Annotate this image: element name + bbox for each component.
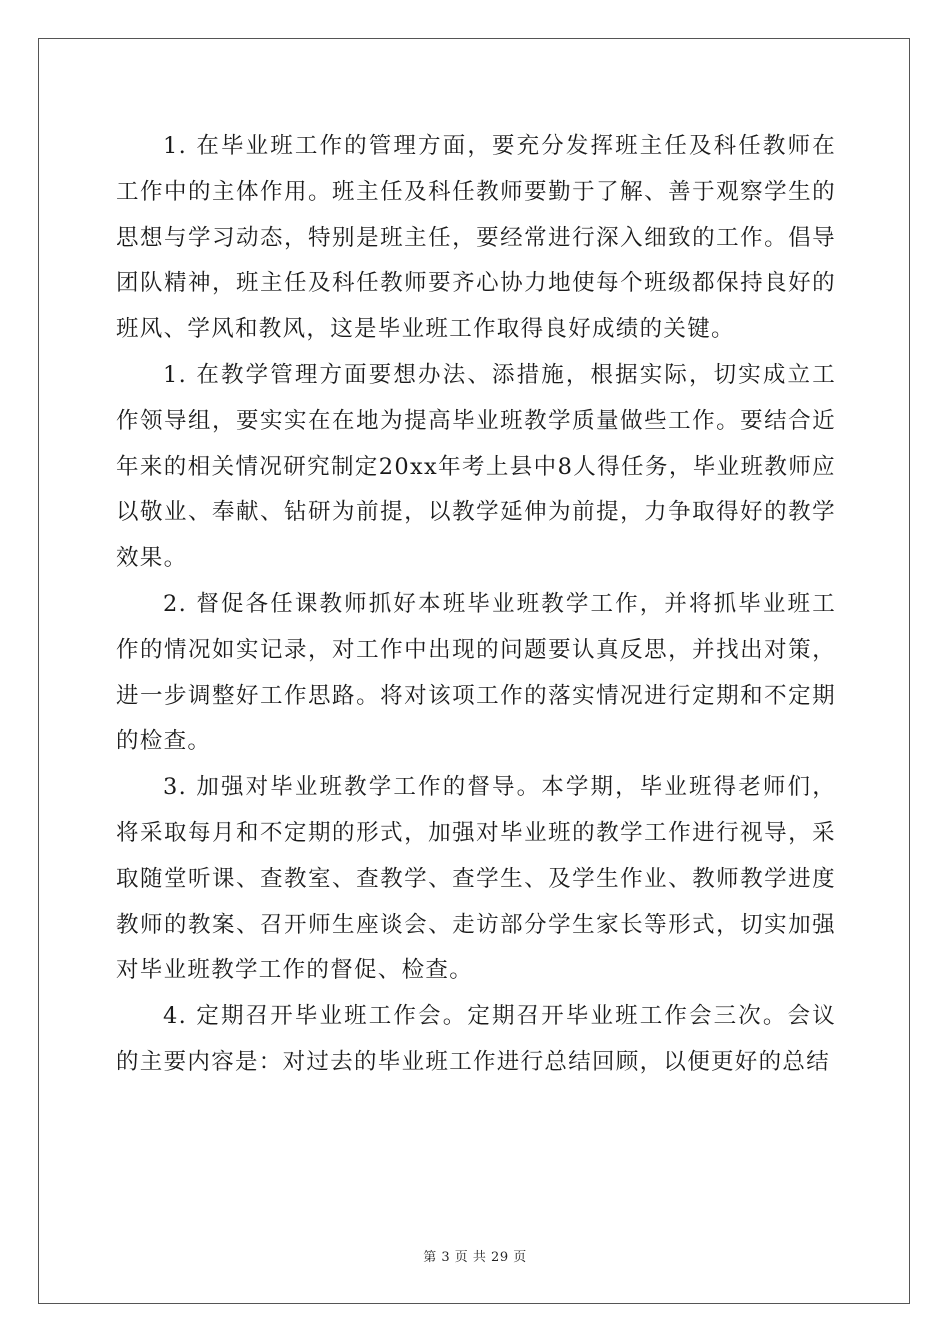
page-number-footer: 第 3 页 共 29 页: [423, 1250, 527, 1265]
paragraph: 1. 在教学管理方面要想办法、添措施，根据实际，切实成立工作领导组，要实实在在地为提高毕业班教学质量做些工作。要结合近年来的相关情况研究制定20xx年考上县中8人得任务，毕业班教师应以敬业、奉献、钻研为前提，以教学延伸为前提，力争取得好的教学效果。: [116, 361, 836, 572]
document-body: [116, 124, 836, 1086]
paragraph: 4. 定期召开毕业班工作会。定期召开毕业班工作会三次。会议的主要内容是：对过去的毕业班工作进行总结回顾，以便更好的总结: [116, 1003, 836, 1075]
paragraph: 2. 督促各任课教师抓好本班毕业班教学工作，并将抓毕业班工作的情况如实记录，对工作中出现的问题要认真反思，并找出对策，进一步调整好工作思路。将对该项工作的落实情况进行定期和不定期的检查。: [116, 590, 836, 755]
paragraph: 3. 加强对毕业班教学工作的督导。本学期，毕业班得老师们，将采取每月和不定期的形式，加强对毕业班的教学工作进行视导，采取随堂听课、查教室、查教学、查学生、及学生作业、教师教学进度教师的教案、召开师生座谈会、走访部分学生家长等形式，切实加强对毕业班教学工作的督促、检查。: [116, 774, 836, 984]
paragraph: 1. 在毕业班工作的管理方面，要充分发挥班主任及科任教师在工作中的主体作用。班主任及科任教师要勤于了解、善于观察学生的思想与学习动态，特别是班主任，要经常进行深入细致的工作。倡导团队精神，班主任及科任教师要齐心协力地使每个班级都保持良好的班风、学风和教风，这是毕业班工作取得良好成绩的关键。: [116, 133, 836, 343]
